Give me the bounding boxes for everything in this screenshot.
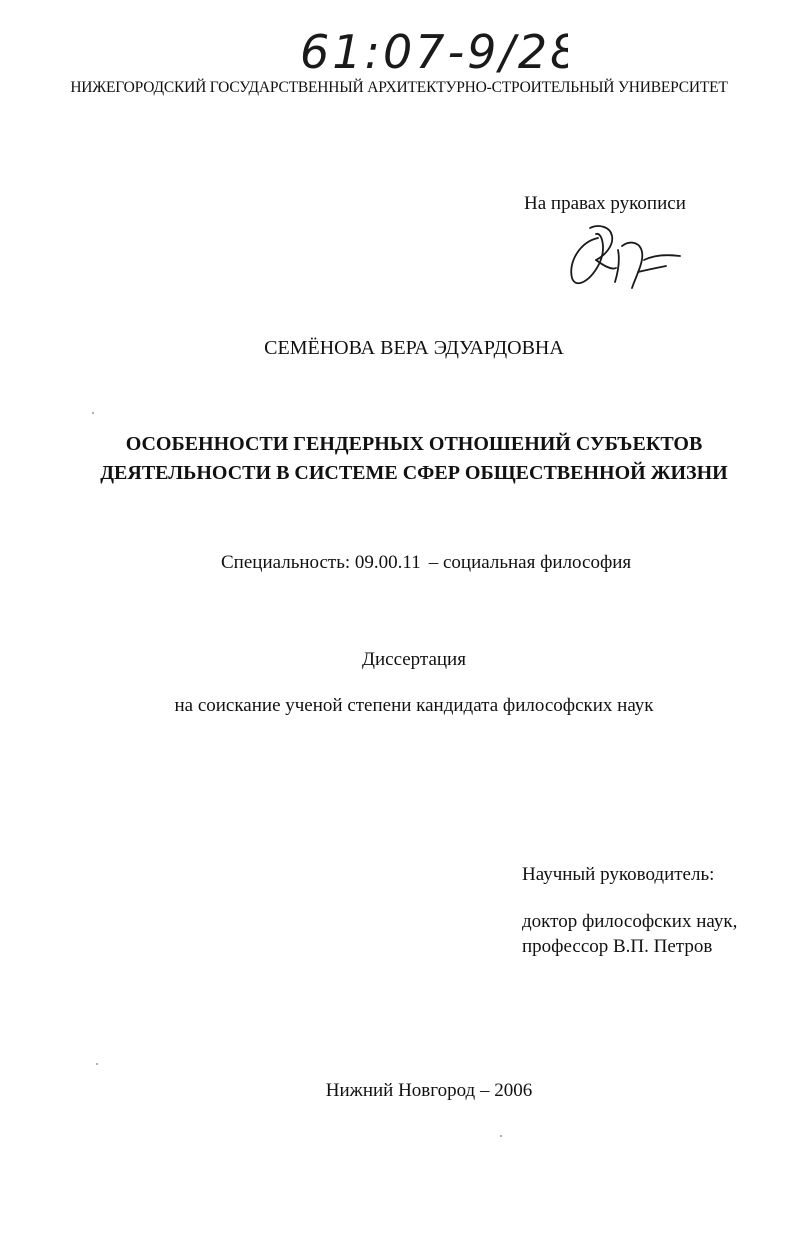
signature-icon — [560, 220, 685, 295]
specialty — [221, 552, 631, 574]
scan-speck — [96, 1063, 98, 1065]
dissertation-title — [0, 430, 798, 488]
degree-sought: на соискание ученой степени кандидата философских наук — [174, 695, 654, 716]
specialty-name: – социальная философия — [428, 552, 632, 573]
scan-speck — [500, 1135, 502, 1137]
document-type: Диссертация — [362, 649, 466, 670]
university-name: НИЖЕГОРОДСКИЙ ГОСУДАРСТВЕННЫЙ АРХИТЕКТУРНО-СТРОИТЕЛЬНЫЙ УНИВЕРСИТЕТ — [70, 79, 728, 96]
specialty-label: Специальность: 09.00.11 — [221, 552, 421, 573]
title-line-2: ДЕЯТЕЛЬНОСТИ В СИСТЕМЕ СФЕР ОБЩЕСТВЕННОЙ ЖИЗНИ — [100, 462, 728, 484]
supervisor-name: профессор В.П. Петров — [522, 936, 713, 957]
city-and-year: Нижний Новгород – 2006 — [325, 1080, 533, 1101]
supervisor-label: Научный руководитель: — [522, 864, 715, 885]
signature — [560, 220, 685, 295]
handwritten-code-text: 61:07-9/28 — [300, 25, 568, 79]
supervisor-degree: доктор философских наук, — [522, 911, 738, 932]
author-name: СЕМЁНОВА ВЕРА ЭДУАРДОВНА — [264, 337, 564, 359]
handwritten-code-drawing — [298, 18, 568, 80]
scan-speck — [92, 412, 94, 414]
manuscript-rights-note: На правах рукописи — [524, 193, 686, 214]
title-line-1: ОСОБЕННОСТИ ГЕНДЕРНЫХ ОТНОШЕНИЙ СУБЪЕКТОВ — [125, 433, 703, 455]
handwritten-catalog-code — [298, 18, 568, 80]
